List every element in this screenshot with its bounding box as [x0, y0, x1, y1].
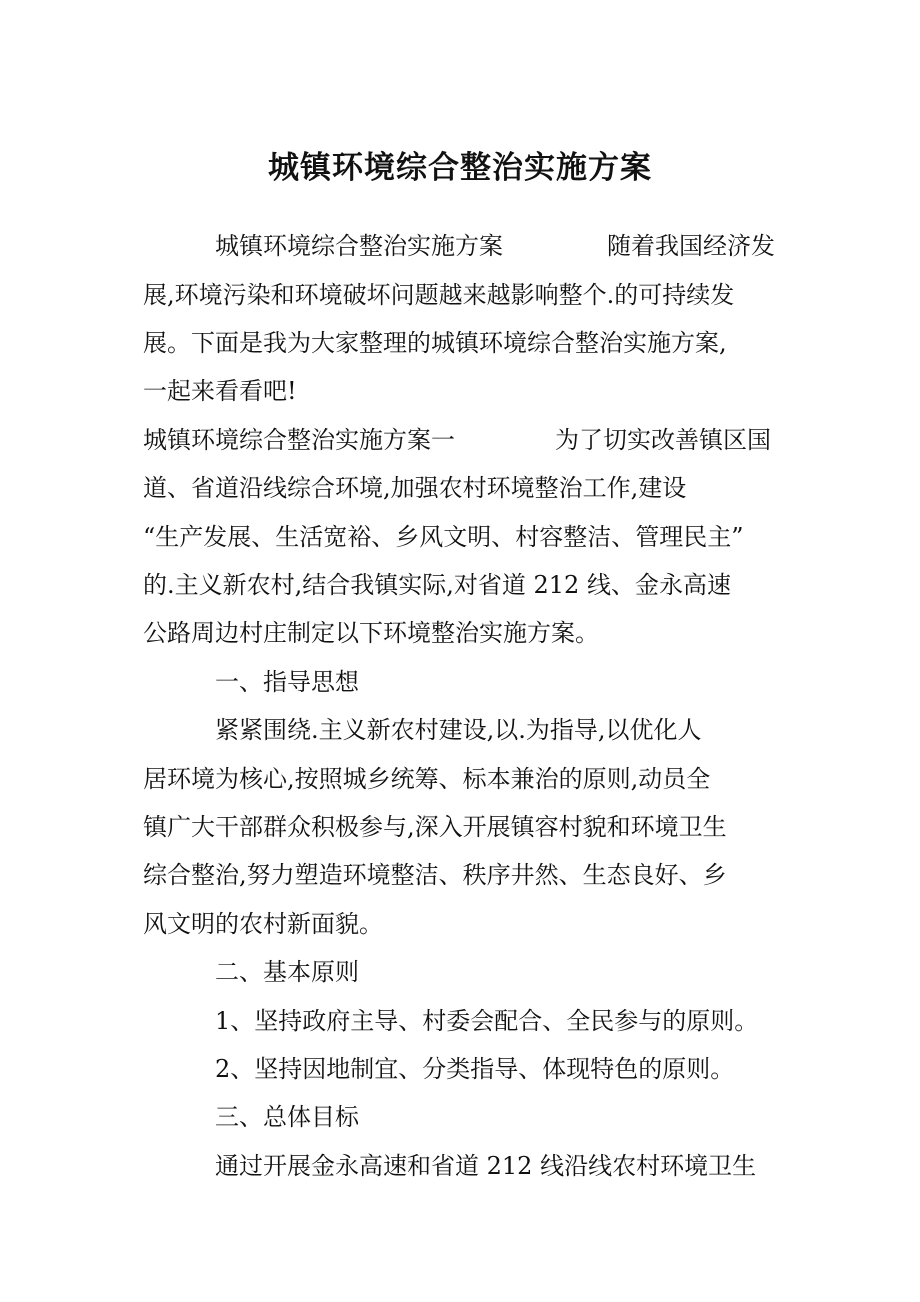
intro-line-1-tail: 随着我国经济发 [607, 232, 775, 260]
goals-heading: 三、总体目标 [215, 1103, 359, 1131]
section-one-first-line [143, 423, 771, 457]
guiding-heading: 一、指导思想 [215, 668, 359, 696]
section-one-heading: 城镇环境综合整治实施方案一 [143, 426, 455, 454]
section-one-line-1-tail: 为了切实改善镇区国 [555, 426, 771, 454]
principle-item: 2、坚持因地制宜、分类指导、体现特色的原则。 [215, 1055, 735, 1083]
intro-heading: 城镇环境综合整治实施方案 [215, 232, 503, 260]
guiding-line-3: 镇广大干部群众积极参与,深入开展镇容村貌和环境卫生 [143, 813, 727, 841]
section-one-line-2: 道、省道沿线综合环境,加强农村环境整治工作,建设 [143, 474, 687, 502]
intro-line-3: 展。下面是我为大家整理的城镇环境综合整治实施方案, [143, 329, 727, 357]
intro-line-2: 展,环境污染和环境破坏问题越来越影响整个.的可持续发 [143, 281, 735, 309]
section-one-line-4: 的.主义新农村,结合我镇实际,对省道 212 线、金永高速 [143, 571, 731, 599]
intro-line-4: 一起来看看吧! [143, 377, 297, 405]
guiding-line-1: 紧紧围绕.主义新农村建设,以.为指导,以优化人 [215, 716, 702, 744]
guiding-line-2: 居环境为核心,按照城乡统筹、标本兼治的原则,动员全 [143, 765, 711, 793]
section-one-line-5: 公路周边村庄制定以下环境整治实施方案。 [143, 619, 599, 647]
principles-heading: 二、基本原则 [215, 958, 359, 986]
document-title: 城镇环境综合整治实施方案 [268, 150, 652, 186]
guiding-line-4: 综合整治,努力塑造环境整洁、秩序井然、生态良好、乡 [143, 861, 727, 889]
intro-first-line [215, 229, 775, 263]
section-one-line-3: “生产发展、生活宽裕、乡风文明、村容整洁、管理民主” [143, 523, 744, 551]
principle-item: 1、坚持政府主导、村委会配合、全民参与的原则。 [215, 1007, 759, 1035]
guiding-line-5: 风文明的农村新面貌。 [143, 910, 383, 938]
goals-line-1: 通过开展金永高速和省道 212 线沿线农村环境卫生 [215, 1152, 757, 1180]
